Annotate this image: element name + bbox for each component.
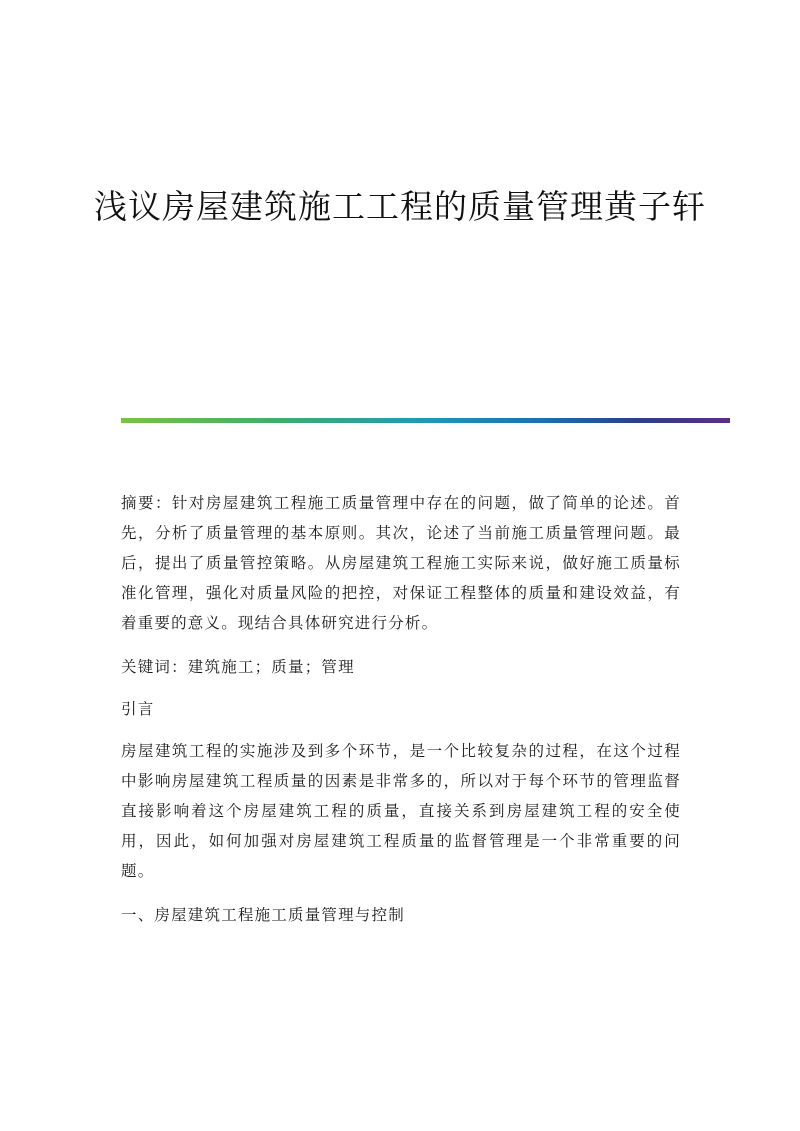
abstract-paragraph: 摘要：针对房屋建筑工程施工质量管理中存在的问题，做了简单的论述。首先，分析了质量管理的基本原则。其次，论述了当前施工质量管理问题。最后，提出了质量管控策略。从房屋建筑工程施工实际来说，做好施工质量标准化管理，强化对质量风险的把控，对保证工程整体的质量和建设效益，有着重要的意义。现结合具体研究进行分析。: [121, 494, 681, 632]
document-body: [121, 488, 681, 944]
document-title: 浅议房屋建筑施工工程的质量管理黄子轩: [94, 187, 706, 226]
keywords-line: 关键词：建筑施工；质量；管理: [121, 658, 355, 676]
intro-paragraph: 房屋建筑工程的实施涉及到多个环节，是一个比较复杂的过程，在这个过程中影响房屋建筑工程质量的因素是非常多的，所以对于每个环节的管理监督直接影响着这个房屋建筑工程的质量，直接关系到房屋建筑工程的安全使用，因此，如何加强对房屋建筑工程质量的监督管理是一个非常重要的问题。: [121, 742, 681, 880]
gradient-divider: [121, 418, 730, 423]
intro-heading: 引言: [121, 700, 155, 718]
section-heading: 一、房屋建筑工程施工质量管理与控制: [121, 906, 405, 924]
